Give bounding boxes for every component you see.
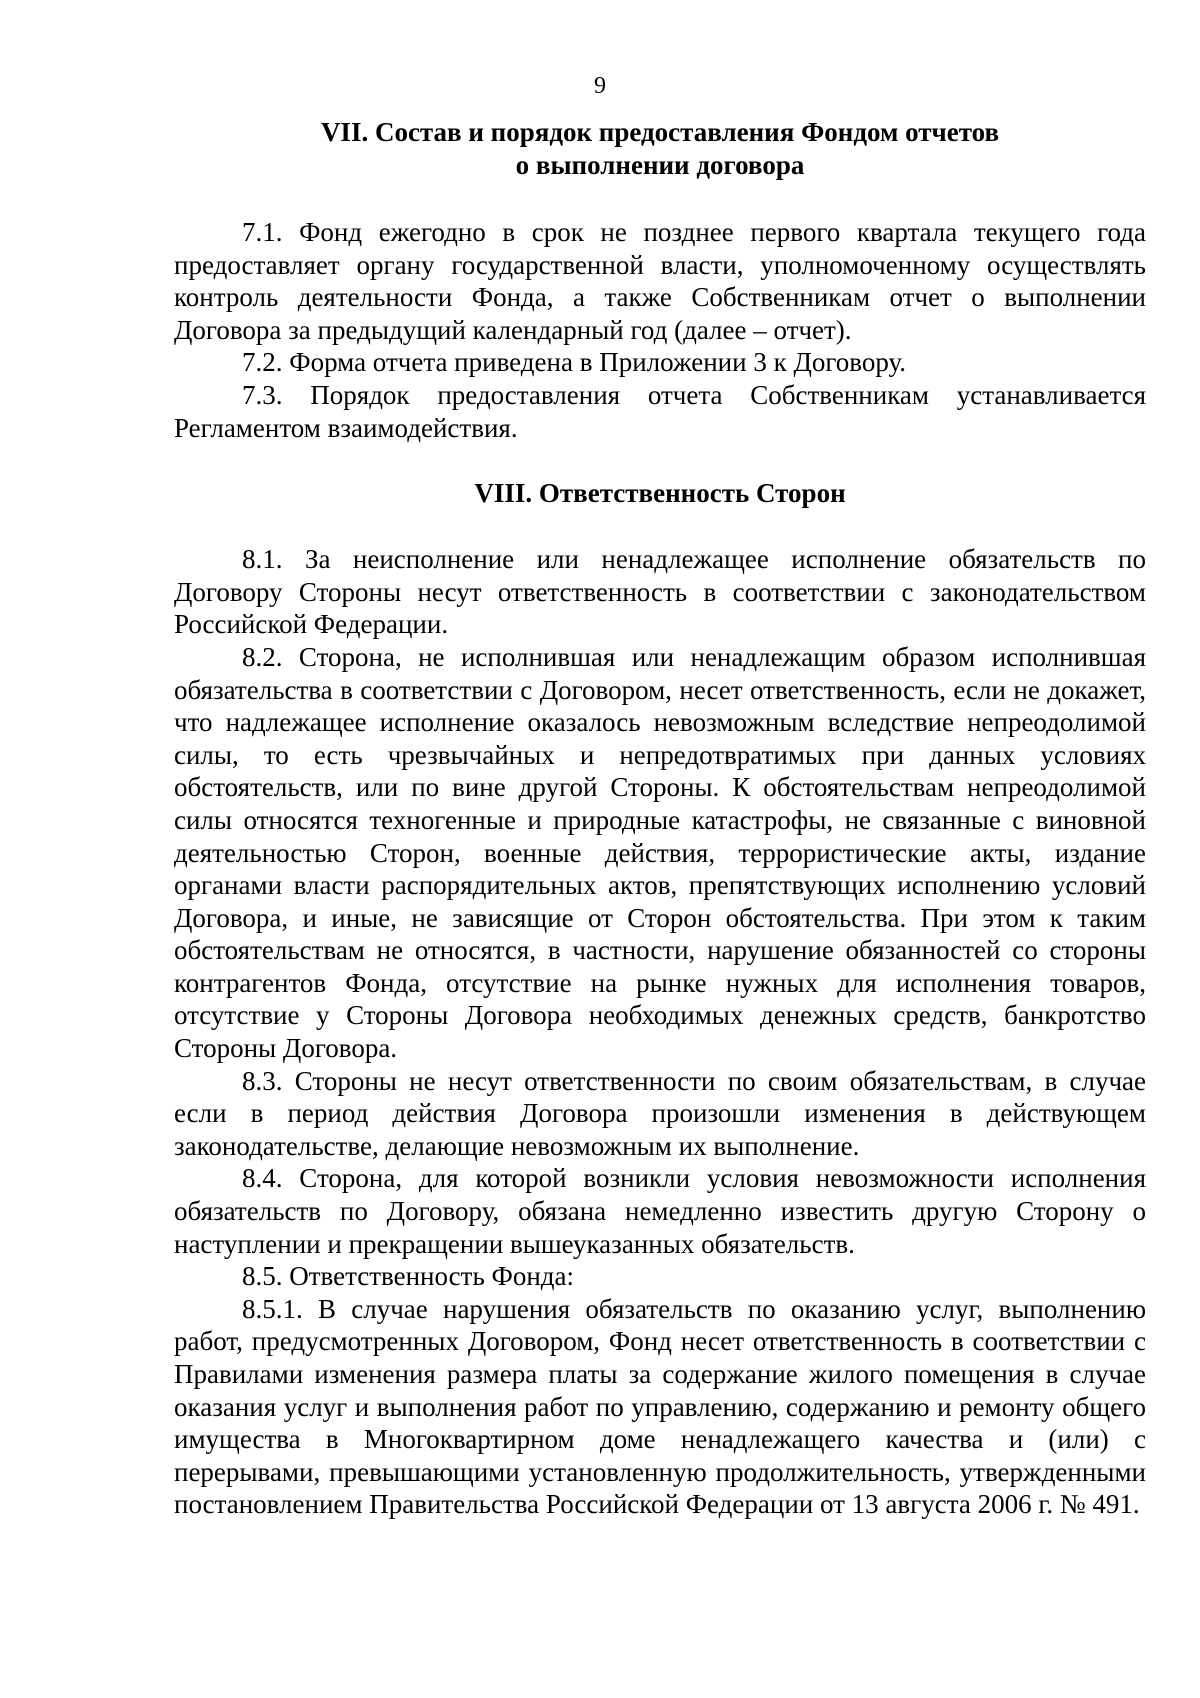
clause-8-4: 8.4. Сторона, для которой возникли условия невозможности исполнения обязательств по Договору, обязана немедленно известить другую Сторону о наступлении и прекращении вышеуказанных обязательств. (174, 1163, 1146, 1259)
section-8-heading: VIII. Ответственность Сторон (474, 478, 846, 509)
clause-8-5: 8.5. Ответственность Фонда: (242, 1261, 575, 1292)
clause-8-5-1: 8.5.1. В случае нарушения обязательств по оказанию услуг, выполнению работ, предусмотренных Договором, Фонд несет ответственность в соответствии с Правилами изменения размера платы за содержание жилого помещения в случае оказания услуг и выполнения работ по управлению, содержанию и ремонту общего имущества в Многоквартирном доме ненадлежащего качества и (или) с перерывами, превышающими установленную продолжительность, утвержденными постановлением Правительства Российской Федерации от 13 августа 2006 г. № 491. (174, 1293, 1146, 1520)
clause-8-3: 8.3. Стороны не несут ответственности по своим обязательствам, в случае если в период действия Договора произошли изменения в действующем законодательстве, делающие невозможным их выполнение. (174, 1065, 1146, 1161)
section-7-title-line-2: о выполнении договора (515, 150, 805, 180)
clause-8-2: 8.2. Сторона, не исполнившая или ненадлежащим образом исполнившая обязательства в соответствии с Договором, несет ответственность, если не докажет, что надлежащее исполнение оказалось невозможным вследствие непреодолимой силы, то есть чрезвычайных и непредотвратимых при данных условиях обстоятельств, или по вине другой Стороны. К обстоятельствам непреодолимой силы относятся техногенные и природные катастрофы, не связанные с виновной деятельностью Сторон, военные действия, террористические акты, издание органами власти распорядительных актов, препятствующих исполнению условий Договора, и иные, не зависящие от Сторон обстоятельства. При этом к таким обстоятельствам не относятся, в частности, нарушение обязанностей со стороны контрагентов Фонда, отсутствие на рынке нужных для исполнения товаров, отсутствие у Стороны Договора необходимых денежных средств, банкротство Стороны Договора. (174, 641, 1146, 1064)
clause-7-3: 7.3. Порядок предоставления отчета Собственникам устанавливается Регламентом взаимодействия. (174, 379, 1146, 443)
section-7-heading (174, 116, 1146, 182)
clause-7-1: 7.1. Фонд ежегодно в срок не позднее первого квартала текущего года предоставляет органу государственной власти, уполномоченному осуществлять контроль деятельности Фонда, а также Собственникам отчет о выполнении Договора за предыдущий календарный год (далее – отчет). (174, 217, 1146, 345)
section-7-title-line-1: VII. Состав и порядок предоставления Фондом отчетов (320, 117, 1000, 147)
clause-7-2: 7.2. Форма отчета приведена в Приложении 3 к Договору. (242, 347, 907, 378)
page-content (174, 116, 1146, 1521)
page-number: 9 (594, 73, 606, 99)
clause-8-1: 8.1. За неисполнение или ненадлежащее исполнение обязательств по Договору Стороны несут ответственность в соответствии с законодательством Российской Федерации. (174, 544, 1146, 640)
